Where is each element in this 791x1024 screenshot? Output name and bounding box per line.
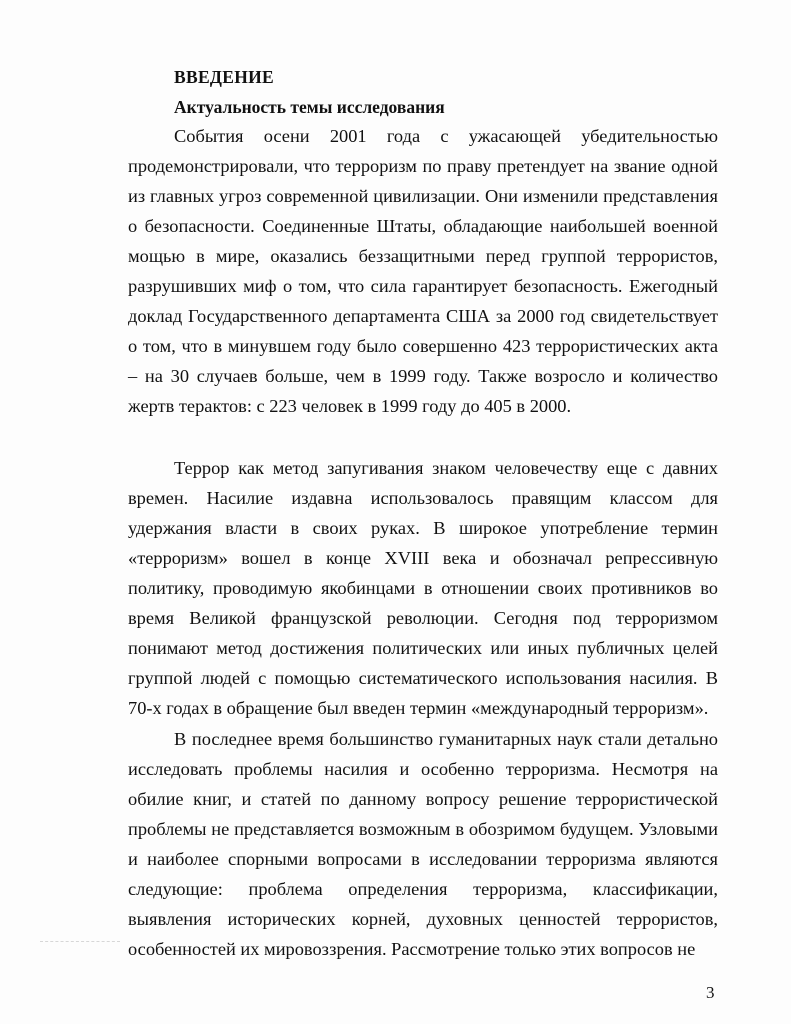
body-paragraph-3 bbox=[128, 724, 718, 964]
chapter-title: ВВЕДЕНИЕ bbox=[174, 67, 275, 87]
page-number: 3 bbox=[706, 983, 715, 1002]
paragraph-text: В последнее время большинство гуманитарных наук стали детально исследовать проблемы насилия и особенно терроризма. Несмотря на обилие книг, и статей по данному вопросу решение террористической проблемы не представляется возможным в обозримом будущем. Узловыми и наиболее спорными вопросами в исследовании терроризма являются следующие: проблема определения терроризма, классификации, выявления исторических корней, духовных ценностей террористов, особенностей их мировоззрения. Рассмотрение только этих вопросов не bbox=[128, 729, 718, 959]
scan-artifact bbox=[40, 941, 120, 943]
body-paragraph-1 bbox=[128, 121, 718, 421]
body-paragraph-2 bbox=[128, 453, 718, 723]
paragraph-text: Террор как метод запугивания знаком человечеству еще с давних времен. Насилие издавна использовалось правящим классом для удержания власти в своих руках. В широкое употребление термин «терроризм» вошел в конце XVIII века и обозначал репрессивную политику, проводимую якобинцами в отношении своих противников во время Великой французской революции. Сегодня под терроризмом понимают метод достижения политических или иных публичных целей группой людей с помощью систематического использования насилия. В 70-х годах в обращение был введен термин «международный терроризм». bbox=[128, 458, 718, 718]
paragraph-text: События осени 2001 года с ужасающей убедительностью продемонстрировали, что терроризм по праву претендует на звание одной из главных угроз современной цивилизации. Они изменили представления о безопасности. Соединенные Штаты, обладающие наибольшей военной мощью в мире, оказались беззащитными перед группой террористов, разрушивших миф о том, что сила гарантирует безопасность. Ежегодный доклад Государственного департамента США за 2000 год свидетельствует о том, что в минувшем году было совершенно 423 террористических акта – на 30 случаев больше, чем в 1999 году. Также возросло и количество жертв терактов: с 223 человек в 1999 году до 405 в 2000. bbox=[128, 126, 718, 416]
section-title: Актуальность темы исследования bbox=[174, 97, 445, 117]
